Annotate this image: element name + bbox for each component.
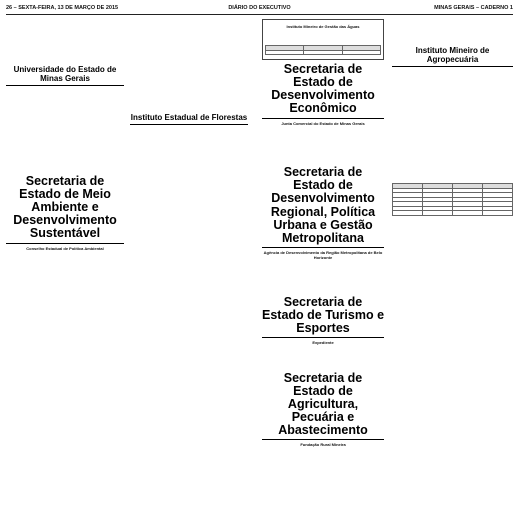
text-block [392,17,513,44]
section-header [392,47,513,67]
text-block [392,69,513,181]
text-block [130,17,248,111]
text-block [262,448,384,461]
column-3 [262,17,384,515]
text-block [6,252,124,364]
subsection-title: Expediente [312,340,334,346]
text-block [6,17,124,63]
section-title: Secretaria de Estado de Meio Ambiente e Desenvolvimento Sustentável [13,173,117,241]
text-block [130,127,248,315]
text-block [6,88,124,172]
section-title: Secretaria de Estado de Desenvolvimento Econômico [271,62,375,116]
agency-box [262,19,384,60]
edition-label: MINAS GERAIS – CADERNO 1 [434,5,513,11]
subsection-title: Junta Comercial do Estado de Minas Gerais [281,120,365,126]
text-block [262,261,384,293]
section-title: Universidade do Estado de Minas Gerais [13,65,117,83]
text-block [262,346,384,368]
subsection-title: Agência de Desenvolvimento da Região Metropolitana de Belo Horizonte [263,249,383,260]
section-header [262,372,384,441]
column-4 [392,17,513,515]
section-header [6,175,124,244]
subsection-title: Fundação Rural Mineira [300,442,346,448]
section-header [262,296,384,338]
section-header [262,166,384,248]
text-block [392,218,513,321]
subsection-title: Conselho Estadual de Política Ambiental [26,245,104,251]
section-header [6,66,124,86]
text-block [265,30,381,43]
column-1 [6,17,124,515]
data-table [392,183,513,216]
section-title: Instituto Mineiro de Agropecuária [415,46,490,64]
subsection-title: Instituto Mineiro de Gestão das Águas [286,24,360,29]
column-2 [130,17,248,515]
section-title: Secretaria de Estado de Agricultura, Pecuária e Abastecimento [278,370,368,438]
journal-title: DIÁRIO DO EXECUTIVO [228,5,291,11]
section-title: Secretaria de Estado de Turismo e Esportes [262,294,384,336]
section-header [262,63,384,119]
section-header [130,114,248,125]
section-title: Secretaria de Estado de Desenvolvimento Regional, Política Urbana e Gestão Metropolitana [270,165,376,245]
text-block [262,127,384,164]
page-header [6,4,513,15]
page-info: 26 – SEXTA-FEIRA, 13 DE MARÇO DE 2015 [6,5,119,11]
section-title: Instituto Estadual de Florestas [130,112,248,122]
data-table [265,45,381,55]
